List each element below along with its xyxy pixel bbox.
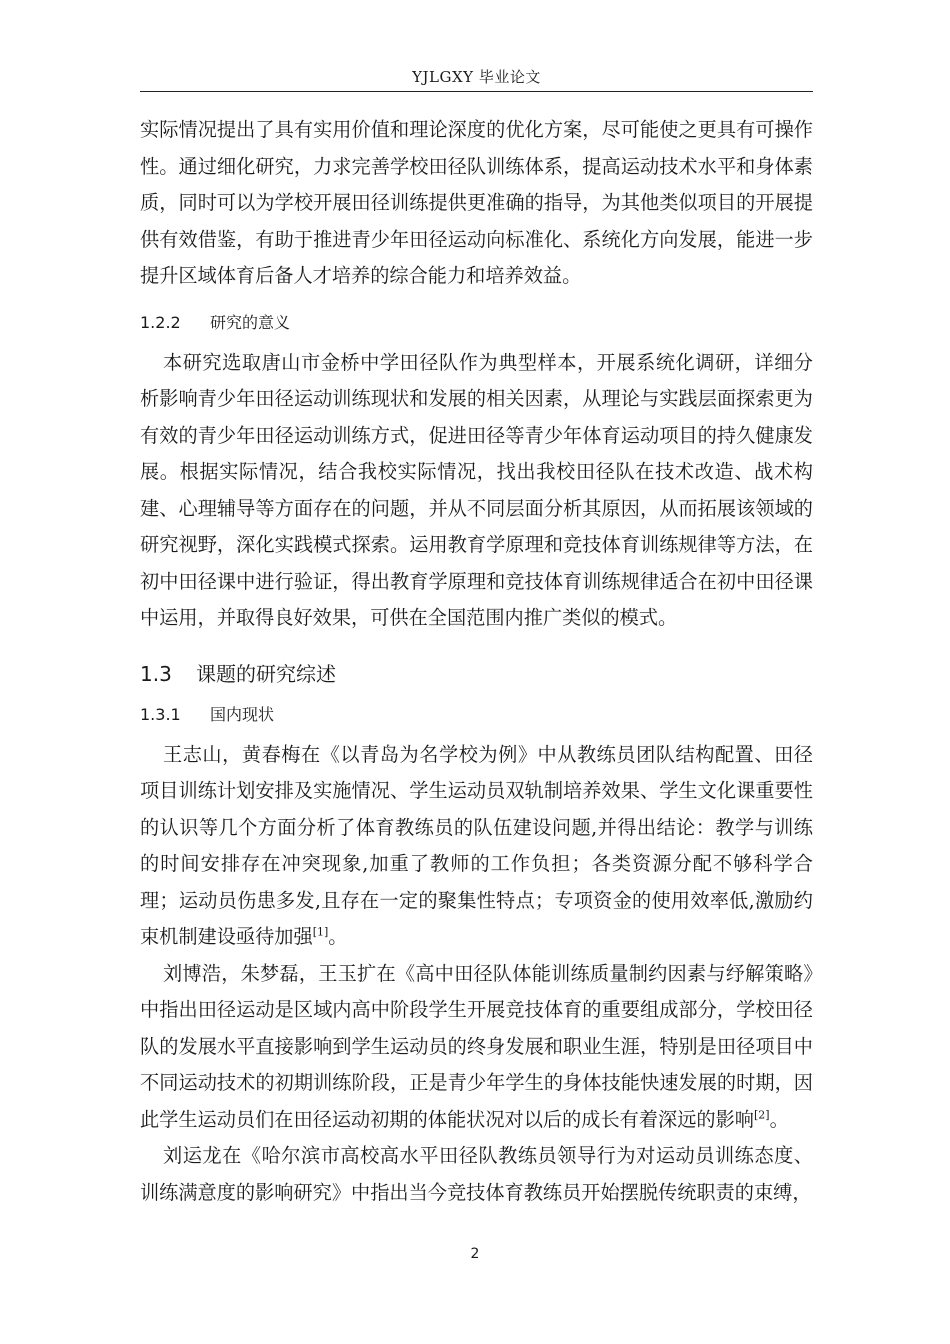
citation-ref: [2] xyxy=(754,1108,770,1122)
citation-ref: [1] xyxy=(312,925,329,939)
section-title: 研究的意义 xyxy=(210,312,291,332)
paragraph-continuation: 实际情况提出了具有实用价值和理论深度的优化方案，尽可能使之更具有可操作性。通过细化研究，力求完善学校田径队训练体系，提高运动技术水平和身体素质，同时可以为学校开展田径训练提供更准确的指导，为其他类似项目的开展提供有效借鉴，有助于推进青少年田径运动向标准化、系统化方向发展，能进一步提升区域体育后备人才培养的综合能力和培养效益。 xyxy=(140,118,813,287)
paragraph-text: 刘博浩，朱梦磊，王玉扩在《高中田径队体能训练质量制约因素与纾解策略》中指出田径运动是区域内高中阶段学生开展竞技体育的重要组成部分，学校田径队的发展水平直接影响到学生运动员的终身发展和职业生涯，特别是田径项目中不同运动技术的初期训练阶段，正是青少年学生的身体技能快速发展的时期，因此学生运动员们在田径运动初期的体能状况对以后的成长有着深远的影响 xyxy=(140,961,813,1131)
paragraph-review-2 xyxy=(140,956,813,1139)
section-title: 国内现状 xyxy=(210,704,275,724)
section-number: 1.2.2 xyxy=(140,312,181,332)
paragraph-tail: 。 xyxy=(328,925,348,948)
paragraph-review-1 xyxy=(140,737,813,956)
section-title: 课题的研究综述 xyxy=(196,661,336,686)
paragraph-tail: 。 xyxy=(769,1107,789,1131)
section-number: 1.3 xyxy=(140,661,172,686)
paragraph-review-3: 刘运龙在《哈尔滨市高校高水平田径队教练员领导行为对运动员训练态度、训练满意度的影响研究》中指出当今竞技体育教练员开始摆脱传统职责的束缚， xyxy=(140,1144,813,1204)
running-header: YJLGXY 毕业论文 xyxy=(140,66,813,92)
page-number: 2 xyxy=(470,1246,480,1262)
paragraph-significance: 本研究选取唐山市金桥中学田径队作为典型样本，开展系统化调研，详细分析影响青少年田径运动训练现状和发展的相关因素，从理论与实践层面探索更为有效的青少年田径运动训练方式，促进田径等青少年体育运动项目的持久健康发展。根据实际情况，结合我校实际情况，找出我校田径队在技术改造、战术构建、心理辅导等方面存在的问题，并从不同层面分析其原因，从而拓展该领域的研究视野，深化实践模式探索。运用教育学原理和竞技体育训练规律等方法，在初中田径课中进行验证，得出教育学原理和竞技体育训练规律适合在初中田径课中运用，并取得良好效果，可供在全国范围内推广类似的模式。 xyxy=(140,350,813,629)
section-heading-1-3 xyxy=(140,661,813,687)
page-body xyxy=(140,112,813,1211)
section-heading-1-3-1 xyxy=(140,705,813,725)
section-heading-1-2-2 xyxy=(140,313,813,333)
paragraph-text: 王志山，黄春梅在《以青岛为名学校为例》中从教练员团队结构配置、田径项目训练计划安排及实施情况、学生运动员双轨制培养效果、学生文化课重要性的认识等几个方面分析了体育教练员的队伍建设问题,并得出结论：教学与训练的时间安排存在冲突现象,加重了教师的工作负担；各类资源分配不够科学合理；运动员伤患多发,且存在一定的聚集性特点；专项资金的使用效率低,激励约束机制建设亟待加强 xyxy=(140,742,813,948)
section-number: 1.3.1 xyxy=(140,704,181,724)
